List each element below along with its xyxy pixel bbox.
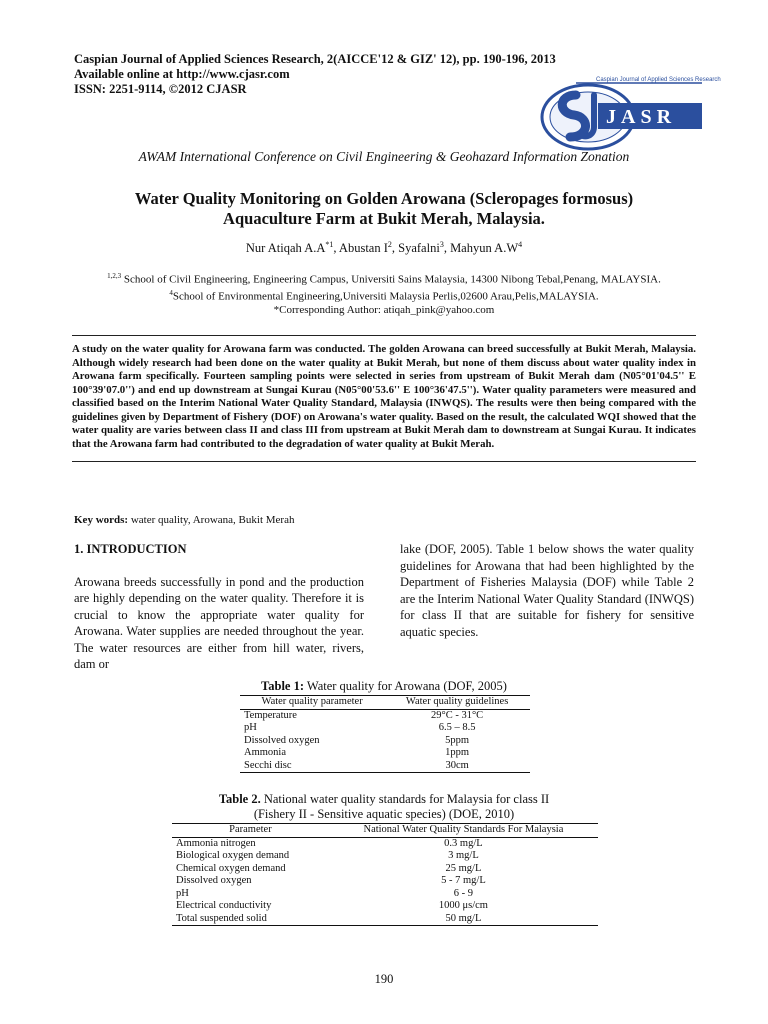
logo-tagline: Caspian Journal of Applied Sciences Research [596, 77, 721, 83]
table-2-label: Table 2. [218, 792, 261, 806]
table-2-header-row [172, 824, 598, 838]
table-cell: 25 mg/L [445, 862, 482, 874]
table-1-caption-text: Water quality for Arowana (DOF, 2005) [304, 679, 507, 693]
table-cell: Secchi disc [240, 760, 384, 773]
section-heading-introduction: 1. INTRODUCTION [74, 542, 187, 556]
table-cell: pH [176, 887, 189, 899]
table-cell: 0.3 mg/L [444, 837, 483, 849]
affiliation-1-text: School of Civil Engineering, Engineering Campus, Universiti Sains Malaysia, 14300 Nibong Tebal,Penang, MALAYSIA. [121, 273, 661, 286]
table-row [172, 837, 598, 850]
table-row [172, 913, 598, 926]
table-cell: pH [244, 722, 257, 733]
table-1 [240, 695, 530, 773]
table-cell: 1000 μs/cm [438, 900, 488, 911]
author-4: , Mahyun A.W [443, 241, 519, 256]
table-cell: 29°C - 31°C [431, 709, 484, 721]
left-column [74, 541, 364, 673]
table-cell: 6.5 – 8.5 [438, 722, 476, 733]
keywords [74, 514, 294, 526]
journal-issn: ISSN: 2251-9114, ©2012 CJASR [74, 82, 247, 96]
table-2-caption-line-1 [0, 792, 768, 807]
paper-title [60, 189, 708, 229]
table-cell: Dissolved oxygen [244, 734, 320, 746]
affiliation-1-sup: 1,2,3 [107, 272, 122, 280]
table-cell: 5 - 7 mg/L [441, 875, 486, 886]
table-2 [172, 823, 598, 926]
table-row [240, 709, 530, 722]
intro-paragraph-left: Arowana breeds successfully in pond and the production are highly depending on the water quality. Therefore it is crucial to know the appropriate water quality for Arowana. Water supplies are needed throughout the year. The water resources are either from hill water, rivers, dam or [74, 574, 364, 671]
table-row [172, 900, 598, 913]
author-1: Nur Atiqah A.A [245, 241, 326, 256]
table-2-header-parameter: Parameter [172, 824, 329, 838]
title-line-1: Water Quality Monitoring on Golden Arowana (Scleropages formosus) [134, 189, 634, 208]
affiliation-1 [100, 270, 668, 287]
author-1-sup: *1 [325, 240, 334, 249]
conference-name: AWAM International Conference on Civil Engineering & Geohazard Information Zonation [138, 149, 630, 164]
author-list [0, 240, 768, 256]
affiliations [100, 270, 668, 318]
table-cell: Total suspended solid [172, 913, 329, 926]
table-cell: 50 mg/L [329, 913, 598, 926]
keywords-text: water quality, Arowana, Bukit Merah [128, 514, 295, 526]
table-1-label: Table 1: [261, 679, 304, 693]
table-cell: Dissolved oxygen [176, 875, 252, 886]
journal-availability: Available online at http://www.cjasr.com [74, 67, 290, 81]
table-cell: Ammonia nitrogen [176, 837, 256, 849]
table-cell: 3 mg/L [448, 850, 479, 861]
table-cell: Ammonia [244, 747, 286, 758]
table-cell: 5ppm [445, 734, 470, 746]
author-2-sup: 2 [387, 240, 392, 249]
table-cell: Temperature [244, 709, 297, 721]
title-line-2: Aquaculture Farm at Bukit Merah, Malaysia. [223, 209, 545, 228]
table-2-caption-text-1: National water quality standards for Malaysia for class II [260, 792, 550, 806]
author-4-sup: 4 [518, 240, 523, 249]
table-row [240, 722, 530, 735]
table-row [240, 747, 530, 760]
affiliation-2 [100, 287, 668, 304]
table-row [172, 888, 598, 901]
table-cell: 30cm [384, 760, 530, 773]
table-cell: Electrical conductivity [176, 900, 272, 911]
author-2: , Abustan I [333, 241, 388, 256]
right-column [400, 541, 694, 640]
table-cell: Biological oxygen demand [176, 850, 290, 861]
logo-text: JASR [606, 106, 677, 128]
affiliation-2-sup: 4 [169, 289, 173, 298]
table-row [172, 875, 598, 888]
table-2-header-standard: National Water Quality Standards For Malaysia [329, 824, 598, 838]
journal-citation: Caspian Journal of Applied Sciences Research, 2(AICCE'12 & GIZ' 12), pp. 190-196, 2013 [74, 52, 556, 66]
affiliation-2-text: School of Environmental Engineering,Universiti Malaysia Perlis,02600 Arau,Pelis,MALAYSIA. [172, 290, 599, 303]
author-3-sup: 3 [439, 240, 444, 249]
table-1-caption [0, 679, 768, 694]
table-2-caption-line-2: (Fishery II - Sensitive aquatic species) (DOE, 2010) [253, 807, 515, 821]
table-row [240, 735, 530, 748]
abstract: A study on the water quality for Arowana farm was conducted. The golden Arowana can breed successfully at Bukit Merah, Malaysia. Although widely research had been done on the water quality at Bukit Merah, but none of them discuss about water quality index in Arowana farm specifically. Fourteen sampling points were selected in series from upstream of Bukit Merah dam (N05°01'04.5'' E 100°39'07.0'') and end up downstream at Sungai Kurau (N05°00'53.6'' E 100°36'47.5''). Water quality parameters were measured and classified based on the Interim National Water Quality Standard, Malaysia (INWQS). The results were then being compared with the guidelines given by Department of Fishery (DOF) on Arowana's water quality. Based on the result, the calculated WQI showed that the water quality are varies between class II and class III from upstream at Bukit Merah dam to downstream at Sungai Kurau. It indicates that the Arowana farm had contributed to the degradation of water quality at Bukit Merah. [72, 335, 696, 462]
intro-paragraph-right: lake (DOF, 2005). Table 1 below shows the water quality guidelines for Arowana that had been highlighted by the Department of Fisheries Malaysia (DOF) while Table 2 are the Interim National Water Quality Standard (INWQS) for class II that are suitable for fishery for sensitive aquatic species. [400, 542, 694, 639]
table-1-header-guidelines: Water quality guidelines [384, 696, 530, 710]
table-cell: 1ppm [445, 747, 470, 758]
table-1-header-row [240, 696, 530, 710]
table-2-caption [0, 792, 768, 822]
table-row [240, 760, 530, 773]
corresponding-author: *Corresponding Author: atiqah_pink@yahoo.com [273, 304, 495, 317]
table-cell: 6 - 9 [453, 887, 474, 899]
keywords-label: Key words: [74, 514, 129, 526]
author-3: , Syafalni [391, 241, 440, 256]
table-row [172, 850, 598, 863]
table-1-header-parameter: Water quality parameter [240, 696, 384, 710]
journal-header [74, 52, 556, 97]
table-cell: Chemical oxygen demand [176, 862, 286, 874]
page-number: 190 [374, 972, 394, 986]
cjasr-logo [536, 73, 721, 153]
table-row [172, 863, 598, 876]
